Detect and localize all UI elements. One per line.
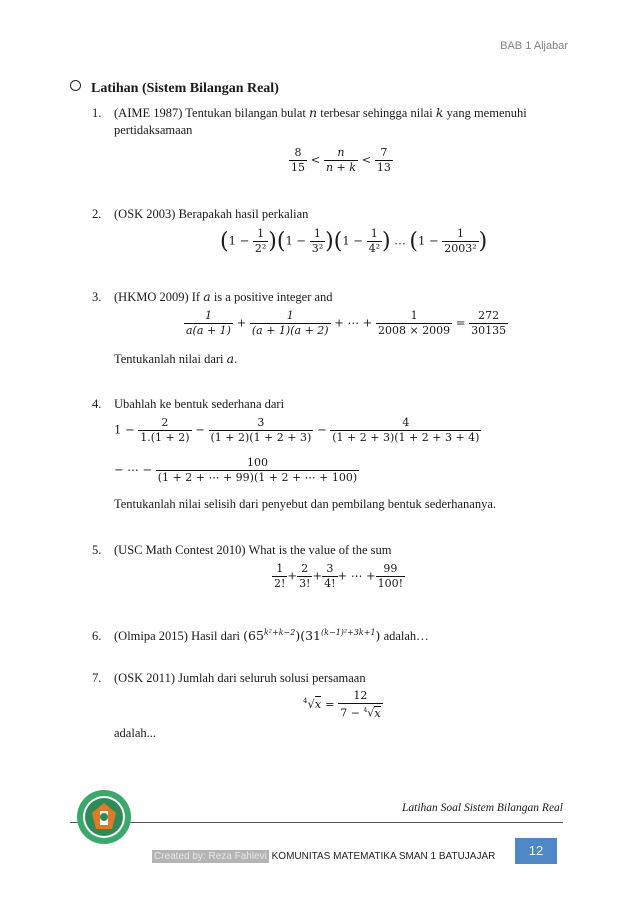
problem-text: adalah… [380, 629, 429, 644]
problem-text: Ubahlah ke bentuk sederhana dari [114, 397, 285, 411]
problem-text: yang memenuhi [443, 106, 527, 120]
problem-number: 2. [92, 207, 102, 221]
problem-text: (HKMO 2009) If [114, 290, 204, 304]
problem-number: 4. [92, 397, 102, 411]
denominator: 3² [311, 242, 324, 255]
root-index: 4 [303, 697, 308, 705]
problem-text: . [234, 352, 238, 366]
book-title: Latihan Soal Sistem Bilangan Real [402, 802, 563, 814]
term-prefix: 1 − [418, 233, 439, 248]
variable: a [203, 289, 211, 304]
footer-divider [70, 822, 563, 823]
numerator: n [337, 146, 345, 159]
numerator: 1 [370, 227, 378, 240]
problem-number: 6. [92, 629, 102, 644]
operator: + ⋯ + [334, 315, 373, 330]
problem-text: is a positive integer and [210, 290, 333, 304]
root-index: 4 [363, 707, 368, 714]
exponent: k²+k−2 [263, 628, 296, 637]
denominator: 2008 × 2009 [377, 324, 451, 337]
base: 65 [248, 628, 264, 644]
problem-text: Tentukanlah nilai dari [114, 352, 227, 366]
denominator: 13 [376, 161, 391, 174]
denominator: 2003² [444, 242, 477, 255]
problem-number: 7. [92, 671, 102, 685]
problem-4-question: Tentukanlah nilai selisih dari penyebut dan pembilang bentuk sederhananya. [114, 497, 496, 511]
problem-number: 3. [92, 290, 102, 304]
numerator: 2 [161, 416, 169, 429]
operator: = [324, 696, 335, 711]
inequality-formula [289, 146, 393, 175]
variable: x [314, 696, 322, 711]
sum-formula-line-2 [114, 456, 359, 485]
numerator: 3 [326, 562, 334, 575]
denominator: 3! [299, 577, 311, 590]
denominator: 4! [324, 577, 336, 590]
variable: a [226, 351, 235, 366]
denominator: (1 + 2 + ⋯ + 99)(1 + 2 + ⋯ + 100) [157, 471, 358, 484]
problem-5 [92, 542, 392, 559]
section-title-row [70, 80, 279, 97]
numerator: 272 [478, 309, 500, 322]
problem-number: 5. [92, 543, 102, 557]
problem-2 [92, 206, 308, 223]
variable: k [435, 105, 444, 120]
section-title: Latihan (Sistem Bilangan Real) [91, 81, 279, 96]
numerator: 100 [246, 456, 268, 469]
denominator: 15 [291, 161, 305, 174]
numerator: 99 [383, 562, 398, 575]
term-prefix: 1 − [114, 422, 135, 437]
problem-text: pertidaksamaan [114, 123, 193, 137]
term-prefix: 1 − [285, 233, 307, 248]
numerator: 1 [286, 309, 294, 322]
sum-formula-line-1: 1 − $\frac{2}{1.(1 + 2)}$ − $\frac{3}{(1 + 2)(1 + 2 + 3)}$ − $\frac{4}{(1 + 2 + 3)(1 + 2 + 3 + 4)}$ [114, 416, 480, 444]
denominator: 30135 [471, 324, 507, 337]
problem-1 [92, 104, 562, 139]
numerator: 1 [257, 227, 265, 240]
factorial-sum-formula: $\frac{1}{2!}$ + $\frac{2}{3!}$ + $\frac{3}{4!}$ + ⋯ + $\frac{99}{100!}$ [274, 562, 404, 590]
denominator: 7 − [340, 706, 360, 720]
operator: < [361, 152, 372, 167]
series-formula: $\frac{1}{a(a + 1)}$ + $\frac{1}{(a + 1)(a + 2)}$ + ⋯ + $\frac{1}{2008 \times 2009}$ = $\frac{272}{30135}$ [186, 309, 507, 337]
chapter-header: BAB 1 Aljabar [500, 40, 568, 52]
numerator: 4 [402, 416, 410, 429]
denominator: 1.(1 + 2) [140, 431, 190, 444]
problem-3-question [114, 350, 237, 368]
numerator: 1 [204, 309, 212, 322]
numerator: 7 [380, 146, 388, 159]
problem-text: (USC Math Contest 2010) What is the value of the sum [114, 543, 392, 557]
denominator: a(a + 1) [186, 324, 231, 337]
numerator: 8 [294, 146, 302, 159]
variable: x [374, 706, 381, 720]
problem-text: (OSK 2011) Jumlah dari seluruh solusi persamaan [114, 671, 366, 685]
numerator: 1 [313, 227, 321, 240]
operator: < [310, 152, 321, 167]
problem-4 [92, 396, 284, 413]
ellipsis: … [394, 233, 406, 248]
problem-text: (AIME 1987) Tentukan bilangan bulat [114, 106, 310, 120]
denominator: (1 + 2)(1 + 2 + 3) [210, 431, 312, 444]
problem-text: terbesar sehingga nilai [317, 106, 436, 120]
denominator: 4² [368, 242, 380, 255]
variable: n [309, 105, 318, 120]
hollow-bullet-icon [70, 80, 81, 91]
credit-organization: KOMUNITAS MATEMATIKA SMAN 1 BATUJAJAR [271, 851, 496, 862]
school-emblem-logo [76, 789, 132, 845]
numerator: 12 [353, 689, 368, 702]
denominator: 2² [254, 242, 267, 255]
term-prefix: 1 − [228, 233, 250, 248]
problem-3 [92, 288, 333, 306]
problem-7-answer-prompt: adalah... [114, 726, 156, 740]
exponent: (k−1)²+3k+1 [321, 628, 376, 637]
problem-number: 1. [92, 106, 102, 120]
denominator: 2! [274, 577, 286, 590]
numerator: 1 [410, 309, 418, 322]
product-formula: (1 − $\frac{1}{\text{2²}}$ )(1 − $\frac{1}{\text{3²}}$ )(1 − $\frac{1}{\text{4²}}$ ) … (1 − $\frac{1}{\text{2003²}}$ ) [220, 227, 488, 255]
credit-author: Created by: Reza Fahlevi [154, 851, 267, 862]
term-prefix: − ⋯ − [114, 462, 153, 477]
numerator: 1 [276, 562, 284, 575]
problem-7 [92, 670, 366, 687]
page-number-badge: 12 [515, 838, 557, 864]
base: 31 [305, 628, 322, 644]
problem-6: 6. (Olmipa 2015) Hasil dari $(65^{k^2+k-2})(31^{(k-1)^2+3k+1})$ adalah… [92, 628, 429, 644]
term-prefix: 1 − [342, 233, 363, 248]
denominator: 100! [377, 577, 404, 590]
denominator: (a + 1)(a + 2) [251, 324, 329, 337]
numerator: 3 [257, 416, 265, 429]
credit-line [152, 851, 495, 862]
radical-equation: $^4$√x = $\frac{12}{7 - ^4√x}$ [303, 689, 381, 720]
problem-text: (Olmipa 2015) Hasil dari [114, 629, 244, 644]
denominator: (1 + 2 + 3)(1 + 2 + 3 + 4) [332, 431, 480, 444]
numerator: 1 [456, 227, 464, 240]
denominator: n + k [325, 161, 356, 174]
numerator: 2 [301, 562, 309, 575]
problem-text: (OSK 2003) Berapakah hasil perkalian [114, 207, 309, 221]
